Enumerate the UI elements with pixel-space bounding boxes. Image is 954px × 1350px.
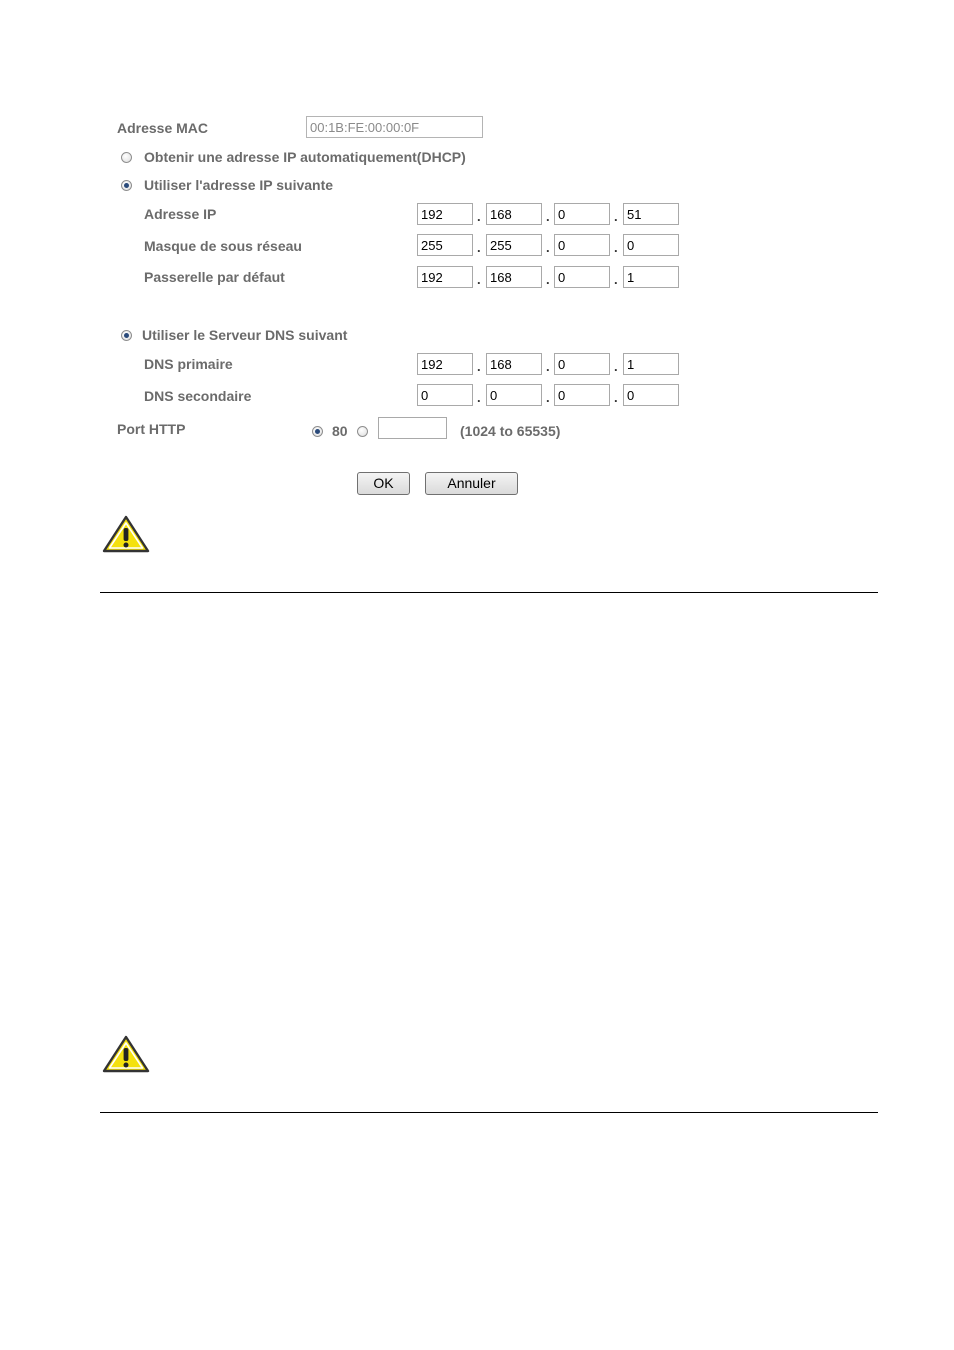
octet-separator: . [614,209,618,224]
gateway-octet-2[interactable] [486,266,542,288]
subnet-mask-octet-4[interactable] [623,234,679,256]
secondary-dns-octet-2[interactable] [486,384,542,406]
secondary-dns-octet-4[interactable] [623,384,679,406]
http-port-default-radio[interactable] [312,426,323,437]
dns-manual-label: Utiliser le Serveur DNS suivant [142,327,348,343]
http-port-custom-radio[interactable] [357,426,368,437]
http-port-custom-input[interactable] [378,417,447,439]
octet-separator: . [477,272,481,287]
octet-separator: . [477,209,481,224]
dns-manual-radio[interactable] [121,330,132,341]
section-divider [100,1112,878,1113]
primary-dns-octet-2[interactable] [486,353,542,375]
octet-separator: . [477,240,481,255]
section-divider [100,592,878,593]
ip-address-octet-1[interactable] [417,203,473,225]
octet-separator: . [614,240,618,255]
octet-separator: . [614,359,618,374]
gateway-octet-4[interactable] [623,266,679,288]
ip-address-label: Adresse IP [144,206,217,222]
ip-address-octet-3[interactable] [554,203,610,225]
primary-dns-octet-1[interactable] [417,353,473,375]
gateway-octet-3[interactable] [554,266,610,288]
octet-separator: . [546,240,550,255]
warning-triangle-icon [102,514,150,554]
octet-separator: . [546,359,550,374]
mac-address-field [306,116,483,138]
subnet-mask-octet-2[interactable] [486,234,542,256]
static-ip-label: Utiliser l'adresse IP suivante [144,177,334,193]
primary-dns-label: DNS primaire [144,356,233,372]
octet-separator: . [477,359,481,374]
subnet-mask-octet-3[interactable] [554,234,610,256]
ok-button[interactable]: OK [357,472,410,495]
http-port-label: Port HTTP [117,421,186,437]
ip-address-octet-4[interactable] [623,203,679,225]
octet-separator: . [614,272,618,287]
primary-dns-octet-3[interactable] [554,353,610,375]
subnet-mask-label: Masque de sous réseau [144,238,302,254]
mac-label: Adresse MAC [117,120,209,136]
ip-address-octet-2[interactable] [486,203,542,225]
dhcp-radio[interactable] [121,152,132,163]
gateway-octet-1[interactable] [417,266,473,288]
gateway-label: Passerelle par défaut [144,269,285,285]
secondary-dns-octet-1[interactable] [417,384,473,406]
http-port-range-hint: (1024 to 65535) [460,423,561,439]
http-port-default-value: 80 [332,423,348,439]
warning-triangle-icon [102,1034,150,1074]
primary-dns-octet-4[interactable] [623,353,679,375]
octet-separator: . [614,390,618,405]
secondary-dns-octet-3[interactable] [554,384,610,406]
cancel-button[interactable]: Annuler [425,472,518,495]
octet-separator: . [477,390,481,405]
octet-separator: . [546,390,550,405]
octet-separator: . [546,209,550,224]
static-ip-radio[interactable] [121,180,132,191]
subnet-mask-octet-1[interactable] [417,234,473,256]
dhcp-label: Obtenir une adresse IP automatiquement(DHCP) [144,149,466,165]
octet-separator: . [546,272,550,287]
secondary-dns-label: DNS secondaire [144,388,252,404]
